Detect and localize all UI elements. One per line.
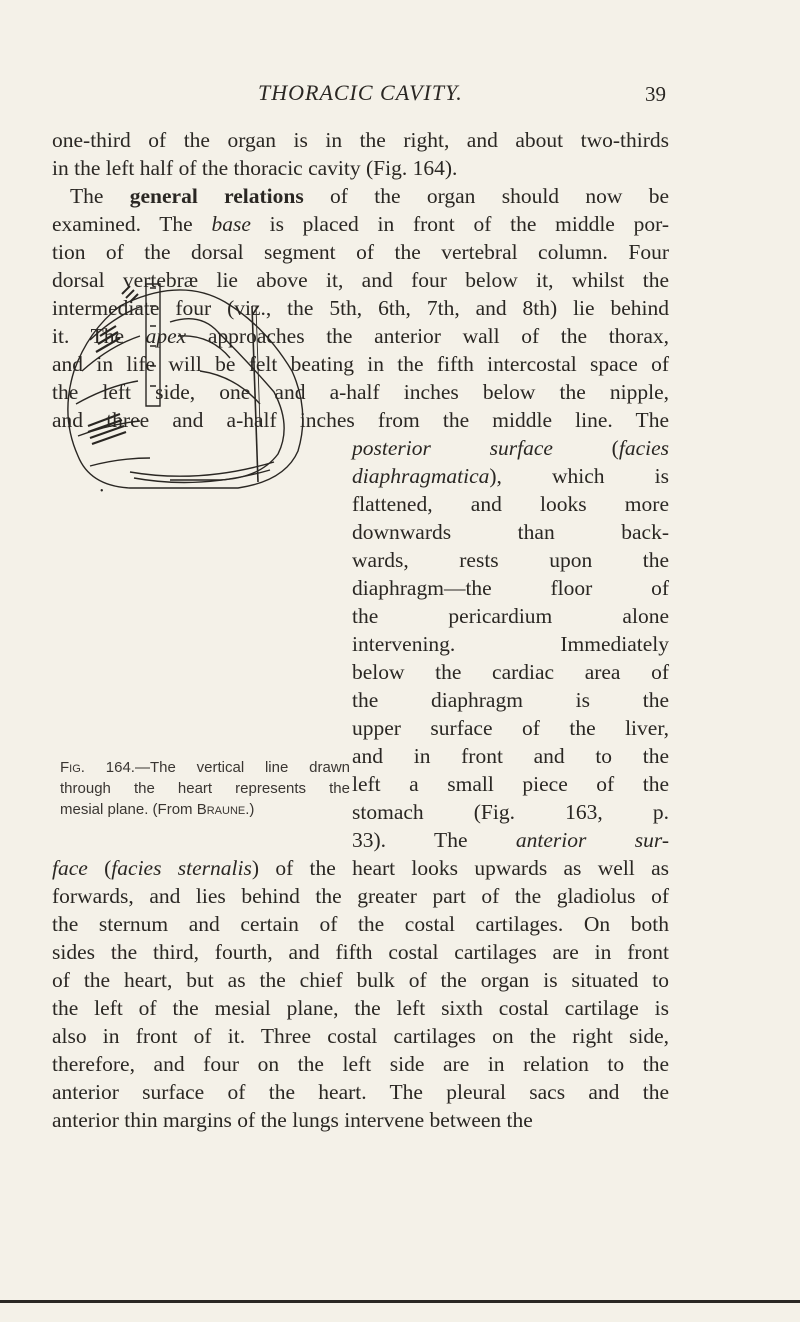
text-line: and in life will be felt beating in the fifth intercostal space of	[52, 352, 669, 376]
text-line: The general relations of the organ should now be	[70, 184, 669, 208]
running-title: THORACIC CAVITY.	[258, 80, 463, 105]
text-line: dorsal vertebræ lie above it, and four below it, whilst the	[52, 268, 669, 292]
text-line: flattened, and looks more	[352, 492, 669, 516]
text-line: one-third of the organ is in the right, and about two-thirds	[52, 128, 669, 152]
text-line: posterior surface (facies	[352, 436, 669, 460]
thorax-outline	[68, 290, 303, 488]
text-line: left a small piece of the	[352, 772, 669, 796]
text-line: sides the third, fourth, and fifth costal cartilages are in front	[52, 940, 669, 964]
text-line: below the cardiac area of	[352, 660, 669, 684]
page-header	[0, 80, 800, 110]
text-line: the diaphragm is the	[352, 688, 669, 712]
text-line: also in front of it. Three costal cartilages on the right side,	[52, 1024, 669, 1048]
caption-line: Fig. 164.—The vertical line drawn	[60, 759, 350, 776]
text-line: forwards, and lies behind the greater part of the gladiolus of	[52, 884, 669, 908]
heart-section-figure	[60, 276, 328, 494]
text-line: face (facies sternalis) of the heart looks upwards as well as	[52, 856, 669, 880]
text-line: of the heart, but as the chief bulk of the organ is situated to	[52, 968, 669, 992]
text-line: intervening. Immediately	[352, 632, 669, 656]
text-line: it. The apex approaches the anterior wall of the thorax,	[52, 324, 670, 348]
text-line: 33). The anterior sur-	[352, 828, 670, 852]
text-line: diaphragmatica), which is	[352, 464, 669, 488]
page-number: 39	[645, 82, 666, 106]
svg-text:•: •	[100, 486, 104, 494]
text-line: examined. The base is placed in front of the middle por-	[52, 212, 669, 236]
text-line: the left of the mesial plane, the left sixth costal cartilage is	[52, 996, 669, 1020]
text-line: intermediate four (viz., the 5th, 6th, 7th, and 8th) lie behind	[52, 296, 669, 320]
text-line: diaphragm—the floor of	[352, 576, 669, 600]
text-line: upper surface of the liver,	[352, 716, 669, 740]
text-line: downwards than back-	[352, 520, 669, 544]
text-line: tion of the dorsal segment of the vertebral column. Four	[52, 240, 669, 264]
heart-outline	[170, 319, 284, 480]
text-line: anterior thin margins of the lungs intervene between the	[52, 1108, 533, 1132]
text-line: wards, rests upon the	[352, 548, 669, 572]
text-line: therefore, and four on the left side are in relation to the	[52, 1052, 669, 1076]
text-line: the pericardium alone	[352, 604, 669, 628]
text-line: and in front and to the	[352, 744, 669, 768]
rib-line	[90, 306, 142, 340]
text-line: the left side, one and a-half inches below the nipple,	[52, 380, 669, 404]
bottom-rule	[0, 1300, 800, 1303]
text-line: in the left half of the thoracic cavity (Fig. 164).	[52, 156, 458, 180]
text-line: stomach (Fig. 163, p.	[352, 800, 669, 824]
figure-caption	[60, 757, 350, 820]
text-line: anterior surface of the heart. The pleural sacs and the	[52, 1080, 669, 1104]
caption-line: mesial plane. (From Braune.)	[60, 801, 255, 818]
caption-line: through the heart represents the	[60, 780, 350, 797]
text-line: and three and a-half inches from the middle line. The	[52, 408, 669, 432]
text-line: the sternum and certain of the costal cartilages. On both	[52, 912, 669, 936]
